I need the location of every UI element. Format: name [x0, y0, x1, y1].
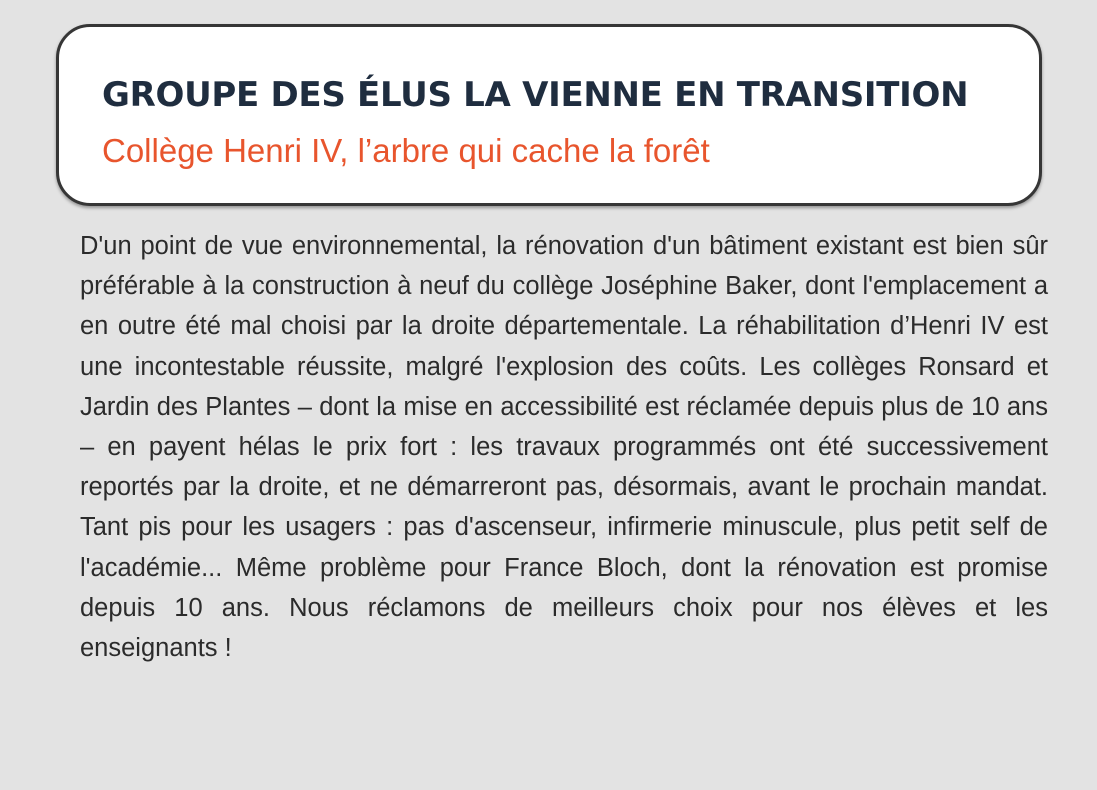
- group-title: GROUPE DES ÉLUS LA VIENNE EN TRANSITION: [102, 75, 969, 115]
- header-box: [56, 24, 1042, 206]
- article-title: Collège Henri IV, l’arbre qui cache la forêt: [102, 132, 710, 169]
- article-body: D'un point de vue environnemental, la rénovation d'un bâtiment existant est bien sûr préférable à la construction à neuf du collège Joséphine Baker, dont l'emplacement a en outre été mal choisi par la droite départementale. La réhabilitation d’Henri IV est une incontestable réussite, malgré l'explosion des coûts. Les collèges Ronsard et Jardin des Plantes – dont la mise en accessibilité est réclamée depuis plus de 10 ans – en payent hélas le prix fort : les travaux programmés ont été successivement reportés par la droite, et ne démarreront pas, désormais, avant le prochain mandat. Tant pis pour les usagers : pas d'ascenseur, infirmerie minuscule, plus petit self de l'académie... Même problème pour France Bloch, dont la rénovation est promise depuis 10 ans. Nous réclamons de meilleurs choix pour nos élèves et les enseignants !: [80, 232, 1048, 663]
